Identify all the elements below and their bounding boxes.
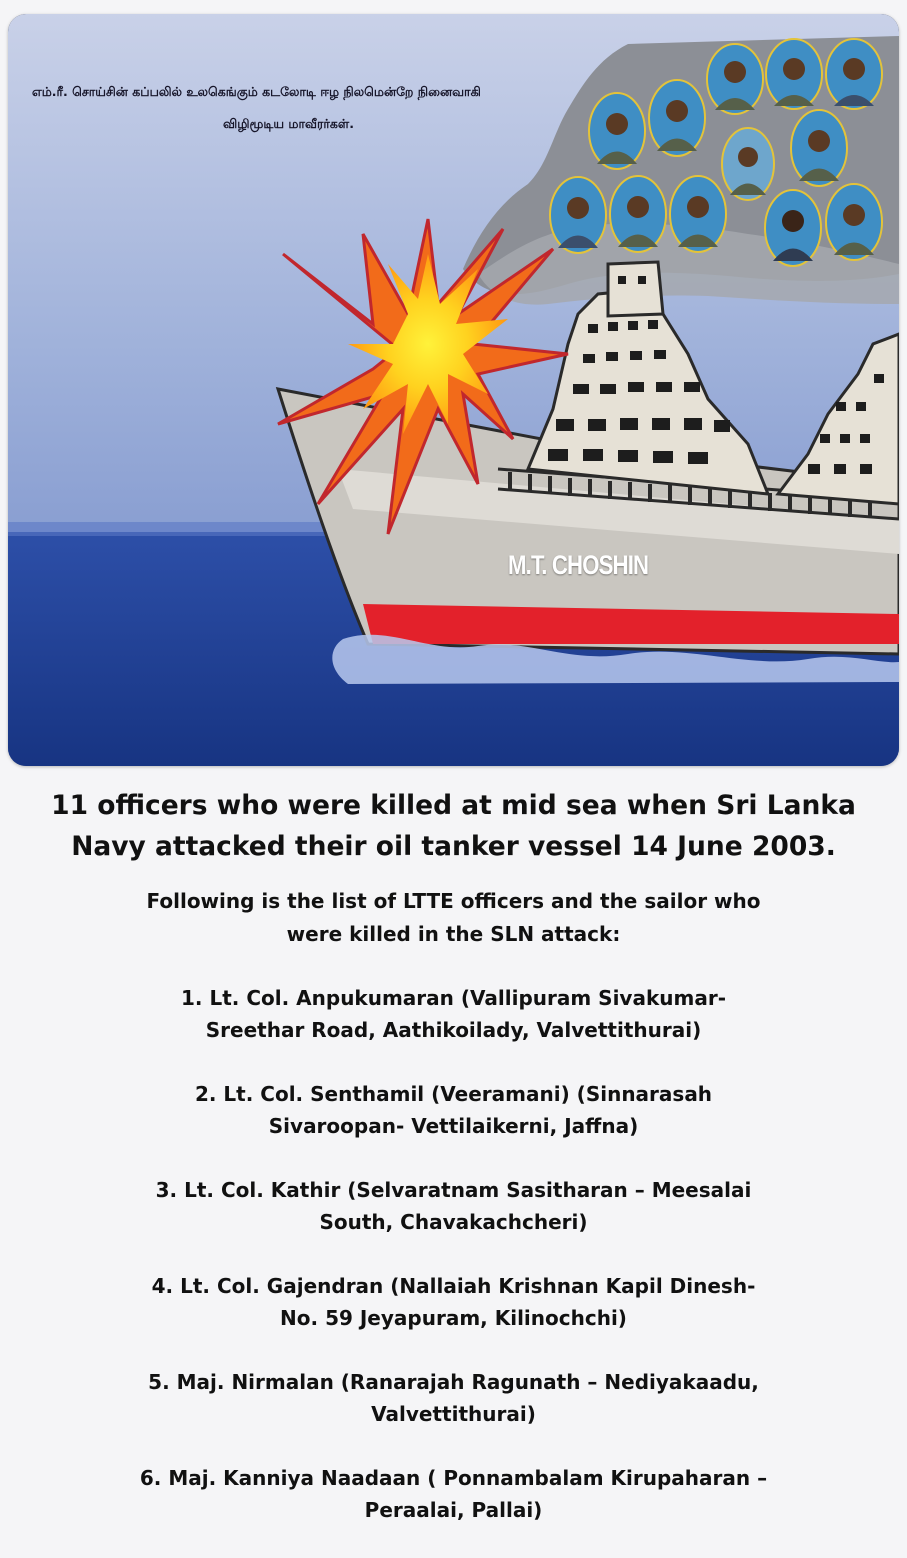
headline-line-2: Navy attacked their oil tanker vessel 14 June 2003. <box>71 831 836 862</box>
intro-line-2: were killed in the SLN attack: <box>286 922 621 946</box>
list-item-line-2: Sreethar Road, Aathikoilady, Valvettithurai) <box>205 1018 702 1042</box>
list-item-line-2: Valvettithurai) <box>371 1402 536 1426</box>
list-item-line-1: 1. Lt. Col. Anpukumaran (Vallipuram Sivakumar- <box>180 986 727 1010</box>
list-item <box>0 1366 907 1430</box>
tanker-explosion-drawing <box>8 14 899 766</box>
ship-name-label: M.T. CHOSHIN <box>508 550 649 580</box>
list-item-line-1: 6. Maj. Kanniya Naadaan ( Ponnambalam Kirupaharan – <box>139 1466 768 1490</box>
list-item-line-1: 2. Lt. Col. Senthamil (Veeramani) (Sinnarasah <box>194 1082 713 1106</box>
headline <box>0 785 907 867</box>
list-item-line-2: South, Chavakachcheri) <box>319 1210 588 1234</box>
officer-list <box>0 982 907 1558</box>
ship-illustration <box>8 14 899 766</box>
list-item-line-2: Sivaroopan- Vettilaikerni, Jaffna) <box>268 1114 639 1138</box>
tamil-caption-line-1: எம்.ரீ. சொய்சின் கப்பலில் உலகெங்கும் கடலோடி ஈழ நிலமென்றே நினைவாகி <box>32 84 481 99</box>
intro-line-1: Following is the list of LTTE officers and the sailor who <box>146 889 761 913</box>
list-item <box>0 1078 907 1142</box>
list-item-line-2: No. 59 Jeyapuram, Kilinochchi) <box>280 1306 627 1330</box>
tamil-caption-line-2: விழிமூடிய மாவீரர்கள். <box>223 116 354 131</box>
list-item-line-1: 4. Lt. Col. Gajendran (Nallaiah Krishnan Kapil Dinesh- <box>151 1274 756 1298</box>
list-item <box>0 1270 907 1334</box>
intro-text <box>0 885 907 951</box>
list-item-line-2: Peraalai, Pallai) <box>364 1498 543 1522</box>
list-item-line-1: 3. Lt. Col. Kathir (Selvaratnam Sasitharan – Meesalai <box>155 1178 752 1202</box>
list-item <box>0 1174 907 1238</box>
list-item <box>0 1462 907 1526</box>
list-item <box>0 982 907 1046</box>
list-item-line-1: 5. Maj. Nirmalan (Ranarajah Ragunath – Nediyakaadu, <box>148 1370 759 1394</box>
headline-line-1: 11 officers who were killed at mid sea when Sri Lanka <box>51 790 856 821</box>
